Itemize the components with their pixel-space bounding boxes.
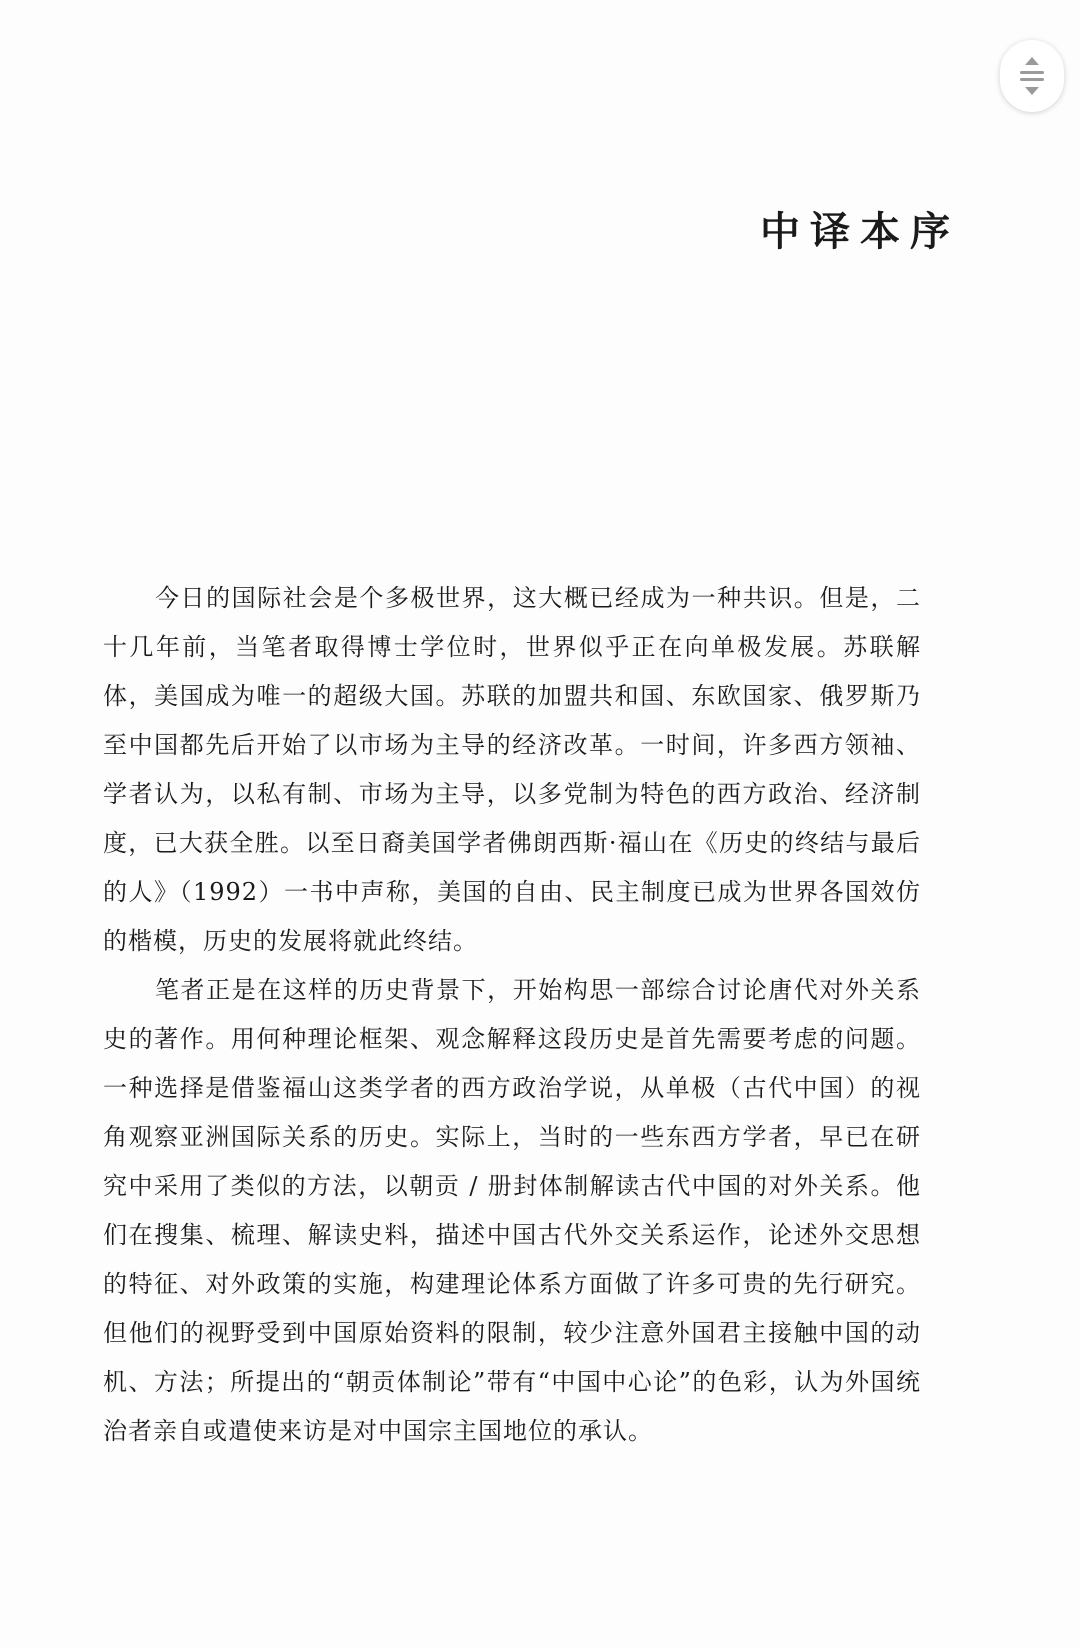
handle-bar: [1020, 78, 1044, 81]
handle-bar: [1020, 71, 1044, 74]
arrow-down-icon[interactable]: [1025, 87, 1039, 95]
page-title: 中译本序: [760, 208, 960, 255]
arrow-up-icon[interactable]: [1025, 57, 1039, 65]
scroll-handle-icon[interactable]: [1000, 40, 1064, 112]
body-text: [103, 574, 921, 1456]
paragraph: 今日的国际社会是个多极世界，这大概已经成为一种共识。但是，二十几年前，当笔者取得博士学位时，世界似乎正在向单极发展。苏联解体，美国成为唯一的超级大国。苏联的加盟共和国、东欧国家、俄罗斯乃至中国都先后开始了以市场为主导的经济改革。一时间，许多西方领袖、学者认为，以私有制、市场为主导，以多党制为特色的西方政治、经济制度，已大获全胜。以至日裔美国学者佛朗西斯·福山在《历史的终结与最后的人》（1992）一书中声称，美国的自由、民主制度已成为世界各国效仿的楷模，历史的发展将就此终结。: [103, 584, 921, 955]
paragraph: 笔者正是在这样的历史背景下，开始构思一部综合讨论唐代对外关系史的著作。用何种理论框架、观念解释这段历史是首先需要考虑的问题。一种选择是借鉴福山这类学者的西方政治学说，从单极（古代中国）的视角观察亚洲国际关系的历史。实际上，当时的一些东西方学者，早已在研究中采用了类似的方法，以朝贡 / 册封体制解读古代中国的对外关系。他们在搜集、梳理、解读史料，描述中国古代外交关系运作，论述外交思想的特征、对外政策的实施，构建理论体系方面做了许多可贵的先行研究。但他们的视野受到中国原始资料的限制，较少注意外国君主接触中国的动机、方法；所提出的“朝贡体制论”带有“中国中心论”的色彩，认为外国统治者亲自或遣使来访是对中国宗主国地位的承认。: [103, 976, 921, 1445]
